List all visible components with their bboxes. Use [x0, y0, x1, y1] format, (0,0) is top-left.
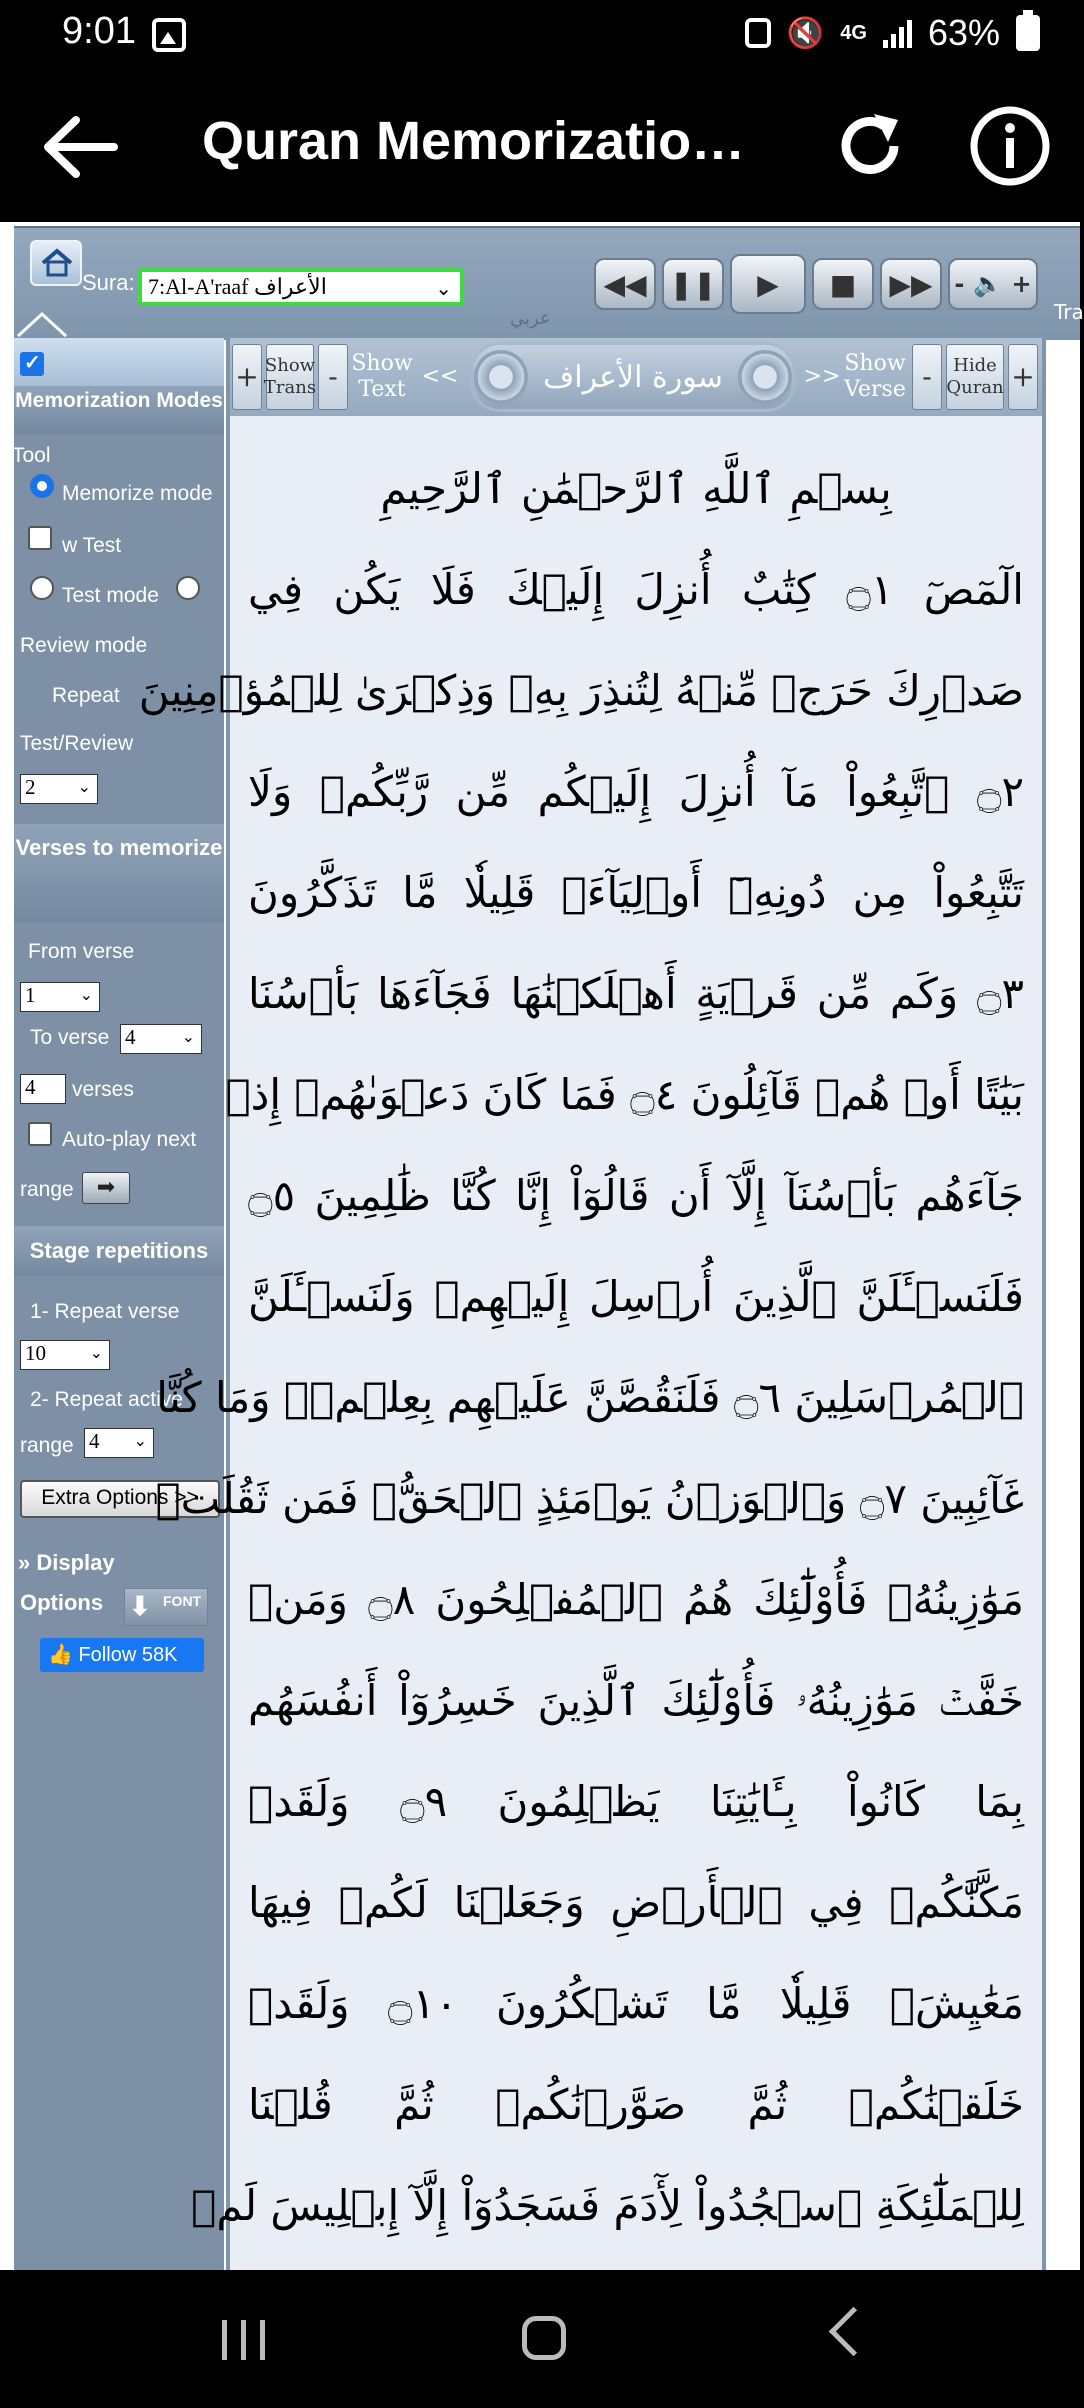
sura-label: Sura: — [82, 270, 135, 295]
top-frame — [14, 226, 1084, 340]
text-toolbar — [230, 338, 1042, 416]
sura-select[interactable] — [138, 268, 464, 306]
quran-font-increase-button[interactable]: + — [1008, 344, 1038, 410]
battery-icon — [1016, 15, 1040, 51]
chevron-down-icon: ⌄ — [435, 278, 452, 300]
verse-line: ٱلۡمُرۡسَلِينَ ۝٦ فَلَنَقُصَّنَّ عَلَيۡهِم بِعِلۡمٖۖ وَمَا كُنَّا — [156, 1373, 1024, 1422]
sura-banner — [470, 342, 796, 412]
test-mode-radio[interactable] — [30, 576, 54, 600]
verse-line: خَلَقۡنَٰكُمۡ ثُمَّ صَوَّرۡنَٰكُمۡ ثُمَّ قُلۡنَا — [248, 2080, 1024, 2129]
home-icon — [40, 248, 74, 278]
to-verse-value: 4 — [125, 1025, 136, 1049]
volume-up-button[interactable]: + — [1011, 270, 1032, 298]
signal-icon — [883, 18, 912, 48]
play-icon: ▶ — [757, 267, 779, 301]
language-tag[interactable]: عربي — [510, 308, 551, 329]
with-test-label: w Test — [62, 534, 122, 557]
show-text-button[interactable]: Show Text — [351, 350, 413, 402]
memorization-sidebar — [14, 338, 224, 2270]
from-verse-value: 1 — [25, 983, 36, 1007]
status-icons — [745, 12, 1040, 54]
trans-font-increase-button[interactable]: + — [232, 344, 262, 410]
repeat-test-review-select[interactable] — [20, 774, 98, 804]
verse-line: غَآئِبِينَ ۝٧ وَٱلۡوَزۡنُ يَوۡمَئِذٍ ٱلۡحَقُّۚ فَمَن ثَقُلَتۡ — [155, 1474, 1024, 1523]
battery-percent: 63% — [927, 12, 1000, 53]
font-label: FONT — [163, 1593, 202, 1609]
memorization-modes-header: Memorization Modes — [14, 386, 224, 434]
audio-player — [594, 258, 1038, 314]
repeat-test-review-value: 2 — [25, 775, 36, 799]
verse-line: لِلۡمَلَٰٓئِكَةِ ٱسۡجُدُواْ لِأٓدَمَ فَسَجَدُوٓاْ إِلَّآ إِبۡلِيسَ لَمۡ — [191, 2181, 1024, 2230]
back-nav-button[interactable] — [829, 2307, 878, 2356]
from-verse-select[interactable] — [20, 982, 100, 1012]
repeat-active-label: 2- Repeat active — [30, 1388, 183, 1411]
rewind-button[interactable] — [594, 258, 656, 310]
auto-play-next-label: Auto-play next — [62, 1128, 197, 1151]
review-mode-radio[interactable] — [176, 576, 200, 600]
app-title: Quran Memorizatio… — [202, 111, 746, 171]
network-type: 4G — [840, 22, 867, 44]
stop-button[interactable] — [812, 258, 874, 310]
range-label: range — [20, 1178, 74, 1201]
gallery-notification-icon — [152, 18, 186, 52]
verse-line: بَيَٰتًا أَوۡ هُمۡ قَآئِلُونَ ۝٤ فَمَا كَانَ دَعۡوَىٰهُمۡ إِذۡ — [225, 1070, 1024, 1119]
status-bar — [0, 0, 1080, 72]
sura-selected-value: 7:Al-A'raaf الأعراف — [148, 274, 327, 299]
arrow-right-icon: ➡ — [96, 1174, 116, 1199]
mute-icon: 🔇 — [786, 16, 825, 50]
range-label-2: range — [20, 1434, 74, 1457]
volume-down-button[interactable]: - — [954, 270, 965, 298]
pause-button[interactable] — [662, 258, 724, 310]
chevron-down-icon: ⌄ — [181, 1029, 195, 1046]
stage-repetitions-header: Stage repetitions — [14, 1226, 224, 1276]
info-icon[interactable] — [968, 104, 1052, 188]
collapse-caret-icon[interactable] — [14, 308, 70, 340]
rewind-icon: ◀◀ — [603, 267, 647, 301]
verse-line: ۝٣ وَكَم مِّن قَرۡيَةٍ أَهۡلَكۡنَٰهَا فَجَآءَهَا بَأۡسُنَا — [248, 969, 1024, 1018]
hide-quran-button[interactable]: Hide Quran — [946, 344, 1004, 410]
fast-forward-icon: ▶▶ — [889, 267, 933, 301]
home-nav-button[interactable] — [522, 2316, 566, 2360]
volume-control[interactable] — [948, 258, 1038, 310]
app-bar — [0, 72, 1080, 222]
show-verse-button[interactable]: Show Verse — [844, 350, 906, 402]
previous-sura-button[interactable]: << — [421, 363, 459, 389]
follow-label: Follow 58K — [78, 1644, 178, 1666]
verses-to-memorize-header: Verses to memorize — [14, 824, 224, 922]
lock-icon — [745, 18, 771, 48]
to-verse-select[interactable] — [120, 1024, 202, 1054]
verse-line: الٓمٓصٓ ۝١ كِتَٰبٌ أُنزِلَ إِلَيۡكَ فَلَا يَكُن فِي — [248, 565, 1024, 614]
verse-line: فَلَنَسۡـَٔلَنَّ ٱلَّذِينَ أُرۡسِلَ إِلَيۡهِمۡ وَلَنَسۡـَٔلَنَّ — [248, 1272, 1024, 1321]
verses-label: verses — [72, 1078, 134, 1101]
next-sura-button[interactable]: >> — [803, 363, 841, 389]
test-review-label: Test/Review — [20, 732, 134, 755]
sidebar-enable-checkbox[interactable] — [20, 352, 44, 376]
test-mode-label: Test mode — [62, 584, 159, 607]
auto-play-next-checkbox[interactable] — [28, 1122, 52, 1146]
verse-line: خَفَّتۡ مَوَٰزِينُهُۥ فَأُوْلَٰٓئِكَ ٱلَّذِينَ خَسِرُوٓاْ أَنفُسَهُم — [248, 1676, 1024, 1725]
translation-tab[interactable]: Tra — [1054, 300, 1084, 324]
verse-font-decrease-button[interactable]: - — [912, 344, 942, 410]
verse-line: صَدۡرِكَ حَرَجٞ مِّنۡهُ لِتُنذِرَ بِهِۦ وَذِكۡرَىٰ لِلۡمُؤۡمِنِينَ — [138, 666, 1024, 715]
download-arrow-icon: ⬇ — [129, 1591, 151, 1621]
play-button[interactable] — [730, 254, 806, 314]
home-button[interactable] — [30, 240, 82, 286]
go-range-button[interactable] — [82, 1172, 130, 1204]
thumbs-up-icon: 👍 — [48, 1644, 73, 1666]
chevron-down-icon: ⌄ — [77, 779, 91, 796]
chevron-down-icon: ⌄ — [79, 987, 93, 1004]
text-font-decrease-button[interactable]: - — [318, 344, 348, 410]
ornament-icon — [474, 350, 528, 404]
font-button[interactable] — [124, 1588, 208, 1626]
status-time: 9:01 — [62, 10, 136, 52]
to-verse-label: To verse — [30, 1026, 110, 1049]
repeat-verse-select[interactable] — [20, 1340, 110, 1370]
verse-line: ۝٢ ٱتَّبِعُواْ مَآ أُنزِلَ إِلَيۡكُم مِّن رَّبِّكُمۡ وَلَا — [248, 767, 1024, 816]
verse-line: بِمَا كَانُواْ بِـَٔايَٰتِنَا يَظۡلِمُونَ ۝٩ وَلَقَدۡ — [248, 1777, 1024, 1826]
facebook-follow-button[interactable] — [40, 1638, 204, 1672]
repeat-verse-value: 10 — [25, 1341, 46, 1365]
chevron-down-icon: ⌄ — [89, 1345, 103, 1362]
web-content — [0, 222, 1084, 2270]
verses-count-input[interactable]: 4 — [20, 1074, 66, 1104]
show-trans-button[interactable]: Show Trans — [266, 344, 314, 410]
verse-line: مَكَّنَّٰكُمۡ فِي ٱلۡأَرۡضِ وَجَعَلۡنَا لَكُمۡ فِيهَا — [248, 1878, 1024, 1927]
navigation-bar — [0, 2270, 1080, 2408]
recent-apps-button[interactable] — [222, 2320, 265, 2360]
chevron-down-icon: ⌄ — [133, 1433, 147, 1450]
from-verse-label: From verse — [28, 940, 135, 963]
extra-options-button[interactable]: Extra Options >> — [20, 1480, 220, 1518]
verse-line: مَعَٰيِشَۗ قَلِيلٗا مَّا تَشۡكُرُونَ ۝١٠ وَلَقَدۡ — [248, 1979, 1024, 2028]
repeat-active-select[interactable] — [84, 1428, 154, 1458]
memorize-mode-radio[interactable] — [30, 474, 54, 498]
verse-line: جَآءَهُم بَأۡسُنَآ إِلَّآ أَن قَالُوٓاْ إِنَّا كُنَّا ظَٰلِمِينَ ۝٥ — [248, 1171, 1024, 1220]
display-options-toggle[interactable] — [18, 1550, 115, 1576]
verse-line: مَوَٰزِينُهُۥ فَأُوْلَٰٓئِكَ هُمُ ٱلۡمُفۡلِحُونَ ۝٨ وَمَنۡ — [248, 1575, 1024, 1624]
repeat-active-value: 4 — [89, 1429, 100, 1453]
with-test-checkbox[interactable] — [28, 526, 52, 550]
speaker-icon: 🔈 — [972, 270, 1003, 298]
verse-line: بِسۡمِ ٱللَّهِ ٱلرَّحۡمَٰنِ ٱلرَّحِيمِ — [380, 464, 892, 513]
back-arrow-icon[interactable] — [40, 112, 120, 182]
tool-label: Tool — [12, 444, 51, 467]
sura-name: سورة الأعراف — [543, 359, 723, 395]
ornament-icon — [738, 350, 792, 404]
fast-forward-button[interactable] — [880, 258, 942, 310]
stop-icon: ■ — [829, 267, 857, 301]
memorize-mode-label: Memorize mode — [62, 482, 213, 505]
repeat-label: Repeat — [52, 684, 120, 707]
verse-line: تَتَّبِعُواْ مِن دُونِهِۦٓ أَوۡلِيَآءَۗ قَلِيلٗا مَّا تَذَكَّرُونَ — [248, 868, 1024, 917]
repeat-verse-label: 1- Repeat verse — [30, 1300, 180, 1323]
double-chevron-down-icon: » — [18, 1550, 31, 1575]
review-mode-label: Review mode — [20, 634, 148, 657]
pause-icon: ❚❚ — [669, 267, 717, 301]
display-label: Display — [36, 1550, 115, 1575]
options-label: Options — [20, 1590, 104, 1615]
refresh-icon[interactable] — [830, 106, 910, 186]
